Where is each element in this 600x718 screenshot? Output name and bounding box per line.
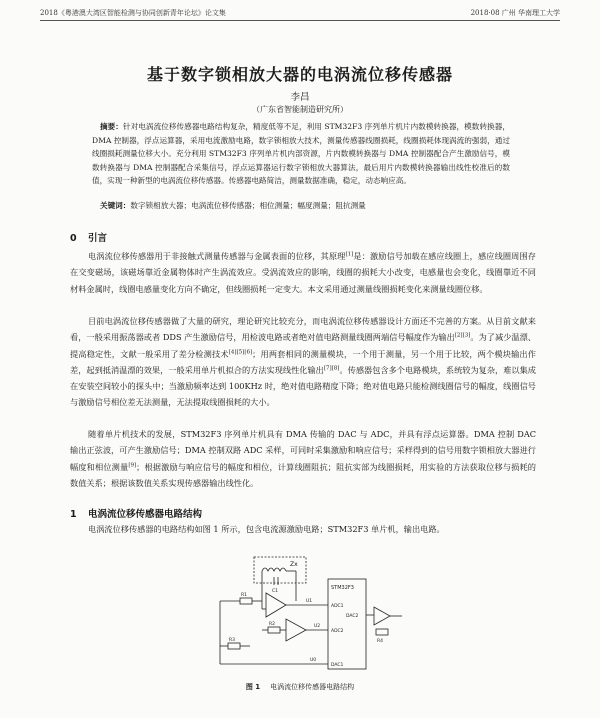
figure-caption-text: 电涡流位移传感器电路结构 bbox=[270, 683, 355, 691]
section-title: 电涡流位移传感器电路结构 bbox=[88, 509, 203, 520]
zx-label: Zx bbox=[290, 561, 298, 568]
abstract-label: 摘要： bbox=[100, 122, 123, 131]
citation: [2][3] bbox=[454, 332, 471, 339]
citation: [1] bbox=[345, 251, 354, 258]
mcu-label: STM32F3 bbox=[331, 585, 354, 591]
keywords-text: 数字锁相放大器；电涡流位移传感器；相位测量；幅度测量；阻抗测量 bbox=[130, 201, 366, 210]
text-run: ；根据激励与响应信号的幅度和相位，计算线圈阻抗；阻抗实部为线圈损耗，用实验的方法获取位移与损耗的数值关系；根据该数值关系实现传感器输出线性化。 bbox=[70, 461, 536, 488]
mcu-block bbox=[328, 579, 366, 669]
coil-icon bbox=[262, 568, 286, 571]
op-amp-1 bbox=[266, 593, 286, 617]
r4-label: R4 bbox=[377, 639, 383, 644]
running-header bbox=[40, 6, 560, 21]
dac1-pin: DAC1 bbox=[331, 663, 344, 668]
c1-label: C1 bbox=[272, 589, 279, 594]
text-run: 。为了减少温漂、提高稳定性，文献一般采用了差分检测技术 bbox=[70, 332, 536, 359]
text-run: 随着单片机技术的发展，STM32F3 序列单片机具有 DMA 传输的 DAC 与 ADC，并具有浮点运算器。DMA 控制 DAC 输出正弦波，可产生激励信号；DMA 控制双路 ADC 采样，可同时采集激励和响应信号；采样得到的信号用数字锁相放大器进行幅度和相位测量 bbox=[70, 429, 536, 472]
op-amp-2 bbox=[286, 619, 306, 641]
header-proceedings: 2018《粤港澳大湾区智能检测与协同创新青年论坛》论文集 bbox=[40, 9, 226, 17]
section-heading-circuit bbox=[70, 506, 202, 520]
citation: [4][5][6] bbox=[228, 348, 253, 355]
citation: [9] bbox=[128, 461, 137, 468]
r1-label: R1 bbox=[241, 593, 247, 598]
resistor-r3 bbox=[228, 643, 240, 649]
header-date-venue: 2018·08 广州 华南理工大学 bbox=[470, 9, 560, 17]
circuit-diagram bbox=[210, 549, 405, 674]
dac2-pin: DAC2 bbox=[346, 614, 359, 619]
resistor-r1 bbox=[240, 598, 252, 604]
adc1-pin: ADC1 bbox=[331, 604, 344, 609]
paragraph-4: 电涡流位移传感器的电路结构如图 1 所示，包含电流源激励电路；STM32F3 单片机，输出电路。 bbox=[88, 524, 445, 534]
u2-label: U2 bbox=[314, 624, 321, 629]
paragraph-2 bbox=[70, 313, 536, 411]
r2-label: R2 bbox=[269, 622, 275, 627]
figure-caption bbox=[0, 682, 600, 692]
section-heading-intro bbox=[70, 230, 107, 244]
text-run: 。传感器包含多个电路模块，系统较为复杂，难以集成在安装空间较小的探头中；当激励频率达到 100KHz 时，绝对值电路精度下降；绝对值电路只能检测线圈信号的幅度，线圈信号与激励信号相位差无法测量，无法提取线圈损耗的大小。 bbox=[70, 364, 536, 408]
output-buffer bbox=[374, 607, 390, 625]
text-run: 电涡流位移传感器用于非接触式测量传感器与金属表面的位移，其原理 bbox=[88, 251, 346, 261]
keywords-label: 关键词： bbox=[100, 201, 131, 210]
paragraph-1 bbox=[70, 248, 536, 297]
text-run: 是：激励信号加载在感应线圈上，感应线圈周围存在交变磁场，该磁场靠近金属物体时产生涡流效应。受涡流效应的影响，线圈的损耗大小改变，电感量也会变化，线圈靠近不同材料金属时，线圈电感量变化方向不确定，但线圈损耗一定变大。本文采用通过测量线圈损耗变化来测量线圈位移。 bbox=[70, 251, 536, 294]
keywords bbox=[100, 200, 520, 211]
paragraph-3 bbox=[70, 426, 536, 491]
section-number: 0 bbox=[70, 233, 77, 244]
author-name: 李昌 bbox=[290, 92, 310, 103]
figure-number: 图 1 bbox=[245, 683, 261, 691]
author-affiliation: （广东省智能制造研究所） bbox=[252, 105, 348, 114]
paper-title: 基于数字锁相放大器的电涡流位移传感器 bbox=[146, 65, 453, 84]
u0-label: U0 bbox=[310, 658, 317, 663]
abstract-text: 针对电涡流位移传感器电路结构复杂，精度低等不足，利用 STM32F3 序列单片机片内数模转换器，模数转换器，DMA 控制器，浮点运算器，采用电流激励电路，数字锁相放大技术，测量传感器线圈损耗，线圈损耗体现涡流的强弱，通过线圈损耗测量位移大小。充分利用 STM32F3 序列单片机内部资源，片内数模转换器与 DMA 控制器配合产生激励信号，模数转换器与 DMA 控制器配合采集信号，浮点运算器运行数字锁相放大器算法，最后用片内数模转换器输出线性校准后的数值，实现一种新型的电涡流位移传感器。传感器电路简洁，测量数据准确，稳定，动态响应高。 bbox=[92, 122, 510, 186]
text-run: 目前电涡流位移传感器做了大量的研究，理论研究比较充分，而电涡流位移传感器设计方面还不完善的方案。从目前文献来看，一般采用振荡器或者 DDS 产生激励信号，用检波电路或者绝对值电路测量线圈两端信号幅度作为输出 bbox=[70, 316, 536, 343]
r3-label: R3 bbox=[229, 638, 235, 643]
section-number: 1 bbox=[70, 509, 77, 520]
u1-label: U1 bbox=[306, 599, 313, 604]
resistor-r2 bbox=[268, 627, 280, 633]
adc2-pin: ADC2 bbox=[331, 629, 344, 634]
citation: [7][8] bbox=[323, 365, 340, 372]
resistor-r4 bbox=[376, 629, 388, 635]
section-title: 引言 bbox=[88, 233, 108, 244]
text-run: ；用两套相同的测量模块，一个用于测量，另一个用于比较，两个模块输出作差，起到抵消温漂的效果，一般采用单片机拟合的方法实现线性化输出 bbox=[70, 348, 536, 375]
abstract bbox=[92, 120, 510, 188]
